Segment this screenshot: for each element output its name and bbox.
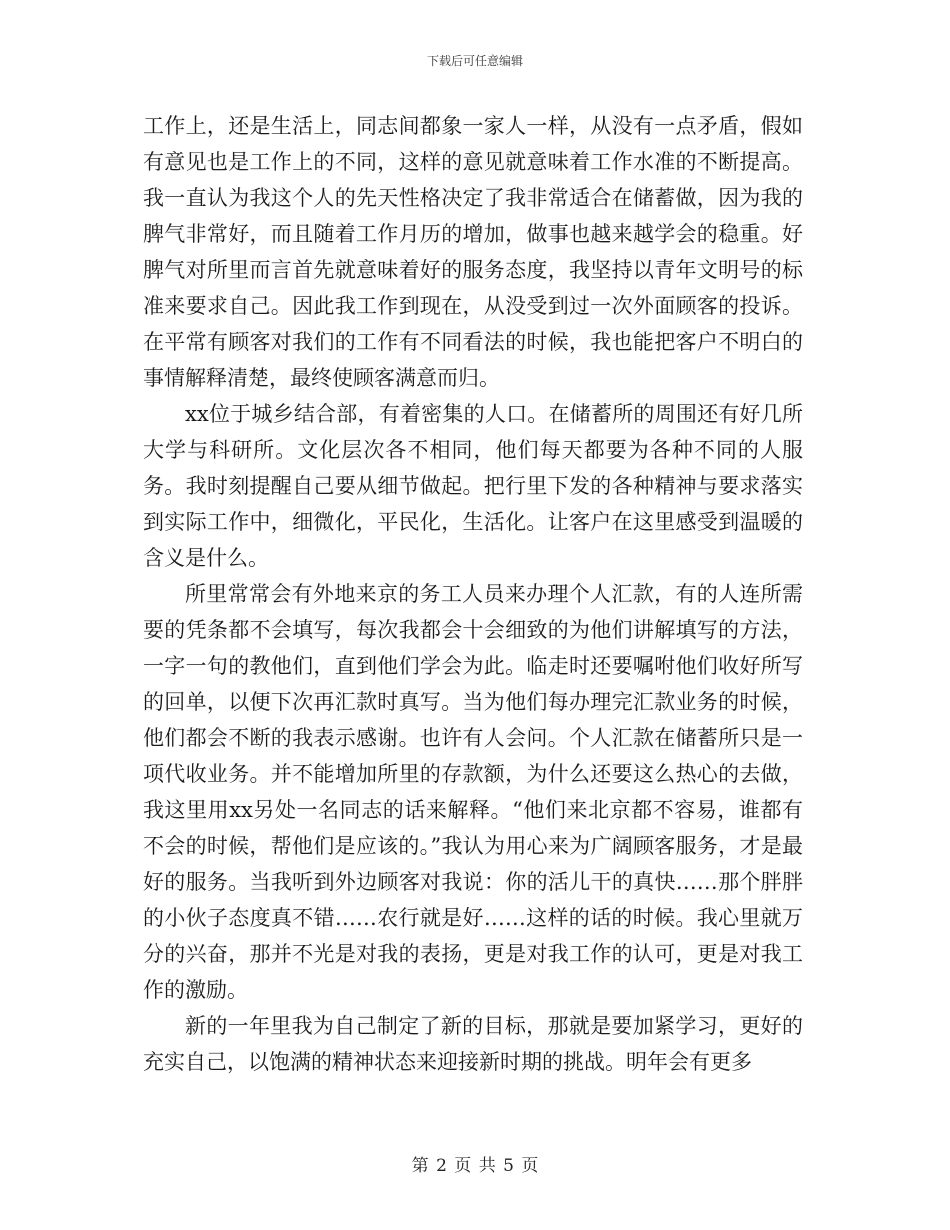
paragraph-continuation: 工作上，还是生活上，同志间都象一家人一样，从没有一点矛盾，假如有意见也是工作上的不同，这样的意见就意味着工作水准的不断提高。我一直认为我这个人的先天性格决定了我非常适合在储蓄做，因为我的脾气非常好，而且随着工作月历的增加，做事也越来越学会的稳重。好脾气对所里而言首先就意味着好的服务态度，我坚持以青年文明号的标准来要求自己。因此我工作到现在，从没受到过一次外面顾客的投诉。在平常有顾客对我们的工作有不同看法的时候，我也能把客户不明白的事情解释清楚，最终使顾客满意而归。 — [143, 114, 803, 390]
body-text — [143, 108, 803, 1080]
paragraph: 所里常常会有外地来京的务工人员来办理个人汇款，有的人连所需要的凭条都不会填写，每次我都会十会细致的为他们讲解填写的方法，一字一句的教他们，直到他们学会为此。临走时还要嘱咐他们收好所写的回单，以便下次再汇款时真写。当为他们每办理完汇款业务的时候，他们都会不断的我表示感谢。也许有人会问。个人汇款在储蓄所只是一项代收业务。并不能增加所里的存款额，为什么还要这么热心的去做，我这里用xx另处一名同志的话来解释。“他们来北京都不容易，谁都有不会的时候，帮他们是应该的。”我认为用心来为广阔顾客服务，才是最好的服务。当我听到外边顾客对我说：你的活儿干的真快……那个胖胖的小伙子态度真不错……农行就是好……这样的话的时候。我心里就万分的兴奋，那并不光是对我的表扬，更是对我工作的认可，更是对我工作的激励。 — [143, 582, 803, 1002]
page-number-footer: 第 2 页 共 5 页 — [411, 1156, 539, 1176]
header-note: 下载后可任意编辑 — [426, 54, 523, 68]
paragraph: 新的一年里我为自己制定了新的目标，那就是要加紧学习，更好的充实自己，以饱满的精神状态来迎接新时期的挑战。明年会有更多 — [143, 1014, 803, 1074]
paragraph: xx位于城乡结合部，有着密集的人口。在储蓄所的周围还有好几所大学与科研所。文化层次各不相同，他们每天都要为各种不同的人服务。我时刻提醒自己要从细节做起。把行里下发的各种精神与要求落实到实际工作中，细微化，平民化，生活化。让客户在这里感受到温暖的含义是什么。 — [143, 402, 803, 570]
